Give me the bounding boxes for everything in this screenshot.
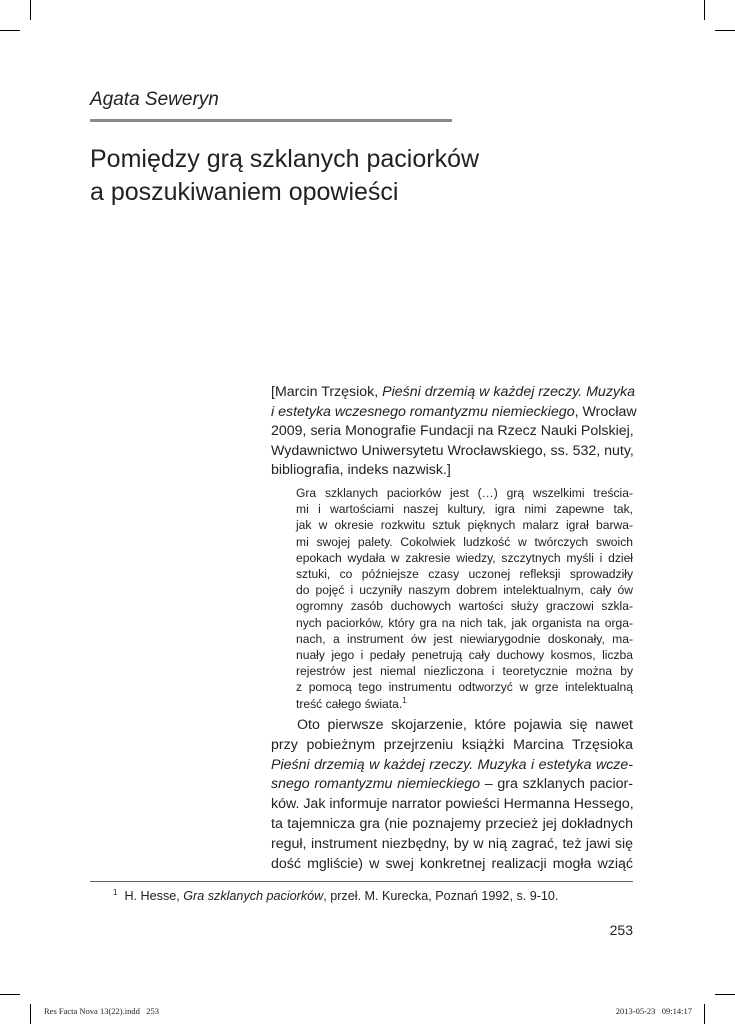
biblio-line [271, 383, 633, 403]
quote-line: nych paciorków, który gra na nich tak, jak organista na orga- [296, 615, 633, 630]
footnote-reference[interactable]: 1 [402, 695, 407, 705]
quote-line: nach, a instrument ów jest niewiarygodnie doskonały, ma- [296, 631, 633, 646]
quote-line: rejestrów jest niemal niezliczona i teoretycznie można by [296, 664, 633, 679]
crop-mark [0, 994, 20, 995]
title-line: Pomiędzy grą szklanych paciorków [90, 145, 480, 173]
quote-line: nuały jego i pedały penetrują cały duchowy kosmos, liczba [296, 648, 633, 663]
quote-line: ogromny zasób duchowych wartości służy graczowi szkla- [296, 599, 633, 614]
body-paragraph [271, 716, 633, 874]
quote-line: mi i wartościami naszej kultury, igra nimi zapewne tak, [296, 502, 633, 517]
book-title: snego romantyzmu niemieckiego [271, 776, 480, 793]
body-line: Oto pierwsze skojarzenie, które pojawia się nawet [297, 717, 633, 733]
biblio-line [271, 403, 637, 423]
body-text: – gra szklanych pacior- [479, 776, 633, 793]
page-number: 253 [609, 922, 633, 938]
quote-line: jak w okresie rozkwitu sztuk pięknych malarz igrał barwa- [296, 518, 633, 533]
quote-line: Gra szklanych paciorków jest (…) grą wszelkimi treścia- [296, 486, 633, 500]
biblio-line: 2009, seria Monografie Fundacji na Rzecz Nauki Polskiej, [271, 423, 634, 440]
footnote-number: 1 [113, 888, 118, 897]
quote-line: do pojęć i uczyniły naszym dobrem intelektualnym, cały ów [296, 583, 633, 598]
book-title: i estetyka wczesnego romantyzmu niemieckiego [271, 403, 575, 420]
article-title [90, 143, 650, 209]
body-line: reguł, instrument niezbędny, by w nią zagrać, też jawi się [271, 835, 633, 852]
footnote-text: H. Hesse, [124, 889, 184, 903]
quote-line: z pomocą tego instrumentu odtworzyć w grze intelektualną [296, 680, 633, 695]
book-title: Pieśni drzemią w każdej rzeczy. Muzyka i estetyka wcze- [271, 756, 633, 773]
crop-mark [715, 994, 735, 995]
body-line: dość mgliście) w swej konkretnej realizacji mogła wziąć [271, 855, 633, 872]
quote-line: epokach wydała w zakresie wiedzy, szczytnych myśli i dzieł [296, 550, 633, 565]
crop-mark [0, 30, 20, 31]
bibliographic-note [271, 383, 637, 481]
body-line: ta tajemnicza gra (nie poznajemy przecież jej dokładnych [271, 815, 633, 832]
crop-mark [704, 0, 705, 20]
biblio-line: bibliografia, indeks nazwisk.] [271, 462, 451, 479]
body-line: przy pobieżnym przejrzeniu książki Marcina Trzęsioka [271, 736, 633, 753]
author-name: Agata Seweryn [90, 89, 219, 110]
crop-mark [30, 1004, 31, 1024]
body-line [271, 756, 633, 776]
author-rule [90, 119, 452, 122]
book-title: Pieśni drzemią w każdej rzeczy. Muzyka [382, 384, 635, 400]
footnote-text: , przeł. M. Kurecka, Poznań 1992, s. 9-10. [323, 889, 559, 903]
biblio-text: [Marcin Trzęsiok, [271, 384, 383, 400]
quote-line [296, 696, 633, 712]
footnote [113, 888, 633, 905]
biblio-line: Wydawnictwo Uniwersytetu Wrocławskiego, ss. 532, nuty, [271, 442, 634, 459]
title-line: a poszukiwaniem opowieści [90, 178, 399, 206]
quote-line: mi swojej palety. Cokolwiek ludzkość w twórczych swoich [296, 534, 633, 549]
footnote-divider [90, 881, 633, 882]
quote-text: treść całego świata. [296, 696, 403, 711]
body-line [271, 775, 633, 795]
crop-mark [715, 30, 735, 31]
print-slug-timestamp: 2013-05-23 09:14:17 [615, 1006, 692, 1016]
block-quote [296, 485, 633, 712]
footnote-book-title: Gra szklanych paciorków [183, 889, 324, 903]
crop-mark [30, 0, 31, 20]
crop-mark [704, 1004, 705, 1024]
body-line: ków. Jak informuje narrator powieści Hermanna Hessego, [271, 796, 634, 813]
biblio-text: , Wrocław [574, 403, 637, 420]
print-slug-file: Res Facta Nova 13(22).indd 253 [44, 1006, 159, 1016]
quote-line: sztuki, co późniejsze czasy uczonej refleksji sprowadziły [296, 567, 633, 582]
